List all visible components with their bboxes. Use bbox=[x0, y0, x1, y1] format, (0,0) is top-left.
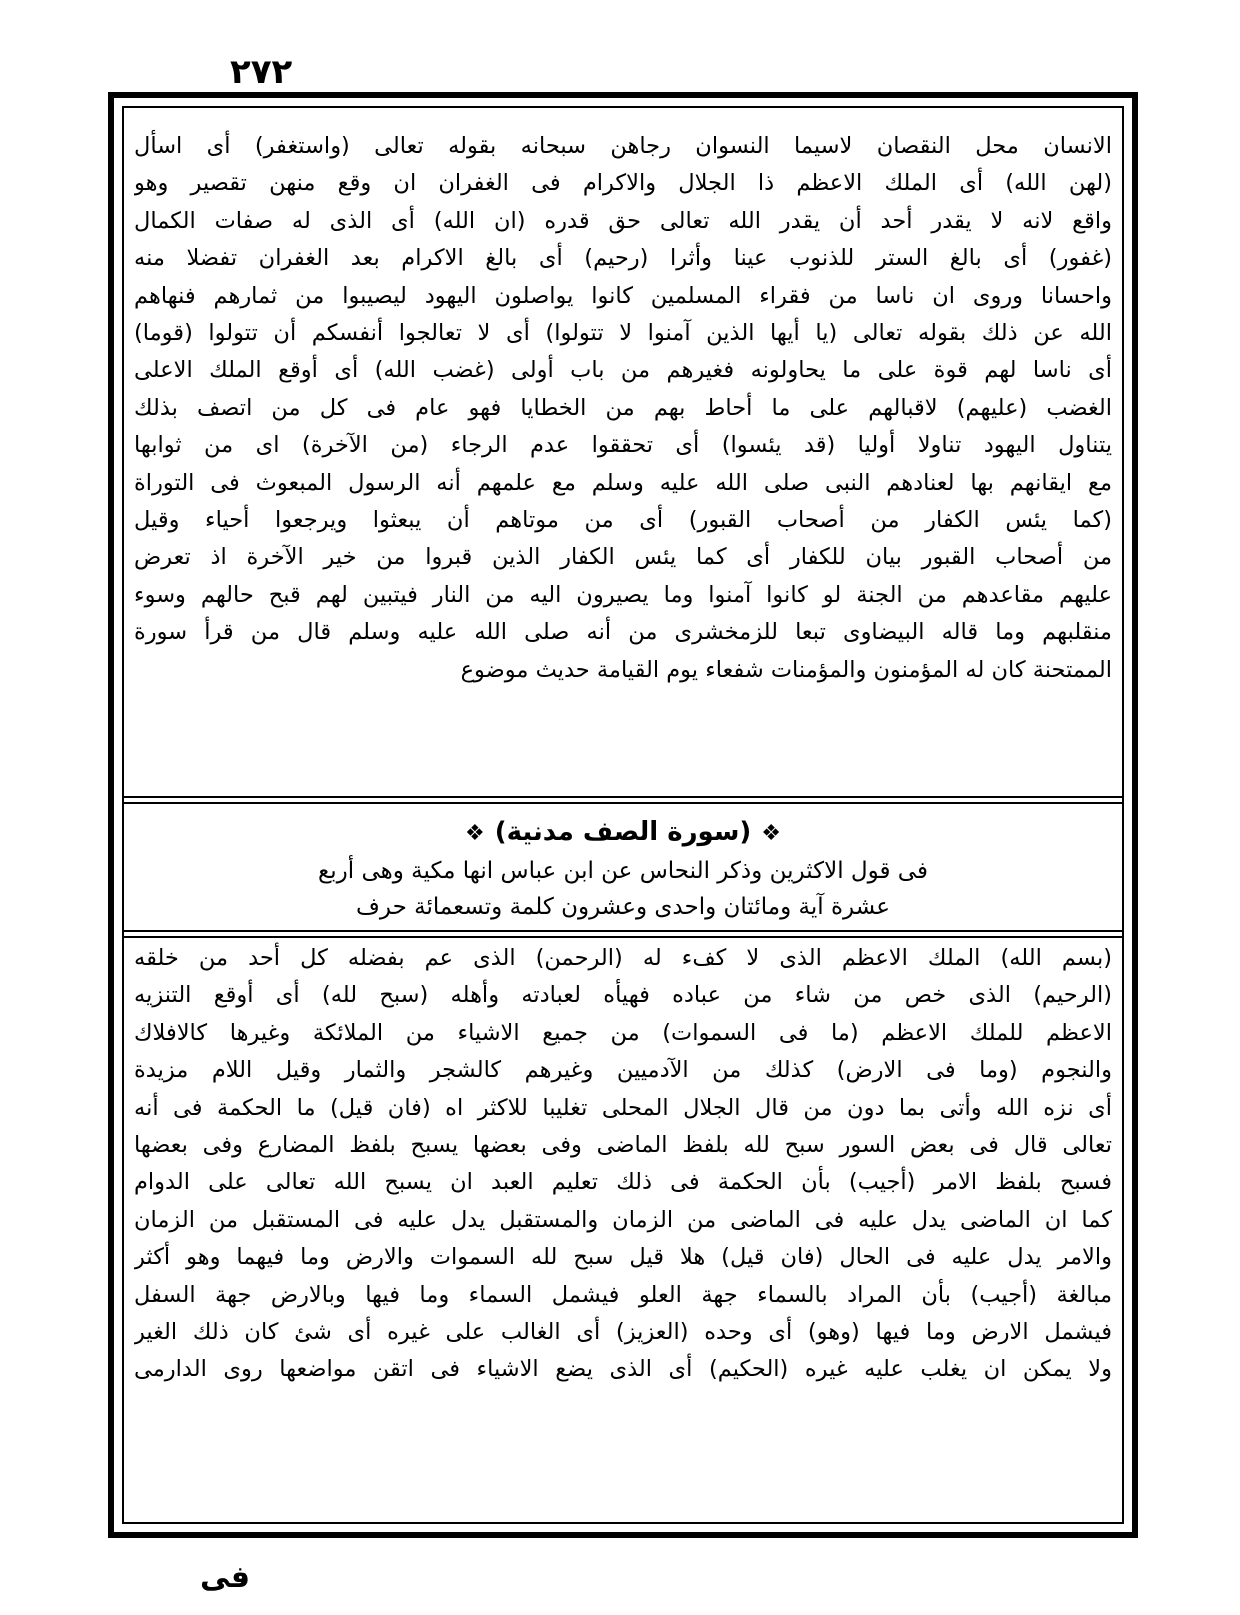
surah-info-line: عشرة آية ومائتان واحدى وعشرون كلمة وتسعمائة حرف bbox=[356, 894, 890, 920]
commentary-top bbox=[134, 128, 1112, 788]
text-line: عليهم مقاعدهم من الجنة لو كانوا آمنوا وما يصيرون اليه من النار فيتبين لهم قبح حالهم وسوء bbox=[134, 581, 1112, 608]
text-line: أى ناسا لهم قوة على ما يحاولونه فغيرهم من باب أولى (غضب الله) أى أوقع الملك الاعلى bbox=[134, 357, 1112, 384]
catchword: فى bbox=[200, 1560, 250, 1595]
surah-info-line: فى قول الاكثرين وذكر النحاس عن ابن عباس انها مكية وهى أربع bbox=[318, 858, 928, 884]
text-line: الله عن ذلك بقوله تعالى (يا أيها الذين آمنوا لا تتولوا) أى لا تعالجوا أنفسكم أن تتولوا (قوما) bbox=[134, 320, 1112, 347]
surah-header bbox=[134, 813, 1112, 923]
text-line: والنجوم (وما فى الارض) كذلك من الآدميين وغيرهم كالشجر والثمار وقيل اللام مزيدة bbox=[134, 1057, 1112, 1084]
text-line: من أصحاب القبور بيان للكفار أى كما يئس الكفار الذين قبروا من خير الآخرة اذ تعرض bbox=[134, 544, 1112, 571]
text-line: (بسم الله) الملك الاعظم الذى لا كفء له (الرحمن) الذى عم بفضله كل أحد من خلقه bbox=[134, 945, 1112, 971]
text-line: كما ان الماضى يدل عليه فى الماضى من الزمان والمستقبل يدل عليه فى المستقبل من الزمان bbox=[134, 1206, 1112, 1233]
text-line: (غفور) أى بالغ الستر للذنوب عينا وأثرا (رحيم) أى بالغ الاكرام بعد الغفران تفضلا منه bbox=[134, 245, 1112, 272]
surah-title: ❖(سورة الصف مدنية)❖ bbox=[464, 817, 782, 847]
text-line: واحسانا وروى ان ناسا من فقراء المسلمين كانوا يواصلون اليهود ليصيبوا من ثمارهم فنهاهم bbox=[134, 282, 1112, 309]
surah-title-text: سورة الصف مدنية bbox=[506, 817, 740, 847]
text-line: (الرحيم) الذى خص من شاء من عباده فهيأه لعبادته وأهله (سبح لله) أى أوقع التنزيه bbox=[134, 982, 1112, 1009]
page-frame bbox=[108, 92, 1138, 1538]
page-number: ٢٧٢ bbox=[230, 52, 293, 92]
text-line: الانسان محل النقصان لاسيما النسوان رجاهن سبحانه بقوله تعالى (واستغفر) أى اسأل bbox=[134, 133, 1112, 159]
text-line-last: الممتحنة كان له المؤمنون والمؤمنات شفعاء يوم القيامة حديث موضوع bbox=[460, 656, 1112, 683]
divider-rule bbox=[124, 796, 1122, 804]
text-line: تعالى قال فى بعض السور سبح لله بلفظ الماضى وفى بعضها يسبح بلفظ المضارع وفى بعضها bbox=[134, 1132, 1112, 1159]
text-line: منقلبهم وما قاله البيضاوى تبعا للزمخشرى من أنه صلى الله عليه وسلم قال من قرأ سورة bbox=[134, 619, 1112, 646]
text-line: واقع لانه لا يقدر أحد أن يقدر الله تعالى حق قدره (ان الله) أى الذى له صفات الكمال bbox=[134, 207, 1112, 234]
text-line: مبالغة (أجيب) بأن المراد بالسماء جهة العلو فيشمل السماء وما فيها وبالارض جهة السفل bbox=[134, 1281, 1112, 1308]
text-line: ولا يمكن ان يغلب عليه غيره (الحكيم) أى الذى يضع الاشياء فى اتقن مواضعها روى الدارمى bbox=[134, 1356, 1112, 1383]
text-line: فسبح بلفظ الامر (أجيب) بأن الحكمة فى ذلك تعليم العبد ان يسبح الله تعالى على الدوام bbox=[134, 1169, 1112, 1196]
divider-rule bbox=[124, 930, 1122, 938]
text-line: (لهن الله) أى الملك الاعظم ذا الجلال والاكرام فى الغفران ان وقع منهن تقصير وهو bbox=[134, 170, 1112, 197]
text-line: والامر يدل عليه فى الحال (فان قيل) هلا قيل سبح لله السموات والارض وما فيهما وهو أكثر bbox=[134, 1244, 1112, 1271]
page-inner-frame bbox=[122, 106, 1124, 1524]
text-line: مع ايقانهم بها لعنادهم النبى صلى الله عليه وسلم مع علمهم أنه الرسول المبعوث فى التوراة bbox=[134, 469, 1112, 496]
commentary-bottom bbox=[134, 940, 1112, 1532]
text-line: أى نزه الله وأتى بما دون من قال الجلال المحلى تغليبا للاكثر اه (فان قيل) ما الحكمة فى أنه bbox=[134, 1094, 1112, 1121]
ornament-icon: ❖ bbox=[761, 821, 782, 846]
text-line: (كما يئس الكفار من أصحاب القبور) أى من موتاهم أن يبعثوا ويرجعوا أحياء وقيل bbox=[134, 507, 1112, 534]
text-line: الغضب (عليهم) لاقبالهم على ما أحاط بهم من الخطايا فهو عام فى كل من اتصف بذلك bbox=[134, 394, 1112, 421]
text-line: الاعظم للملك الاعظم (ما فى السموات) من جميع الاشياء من الملائكة وغيرها كالافلاك bbox=[134, 1019, 1112, 1046]
text-line: يتناول اليهود تناولا أوليا (قد يئسوا) أى تحققوا عدم الرجاء (من الآخرة) اى من ثوابها bbox=[134, 432, 1112, 459]
ornament-icon: ❖ bbox=[464, 821, 485, 846]
text-line: فيشمل الارض وما فيها (وهو) أى وحده (العزيز) أى الغالب على غيره أى شئ كان ذلك الغير bbox=[134, 1319, 1112, 1346]
